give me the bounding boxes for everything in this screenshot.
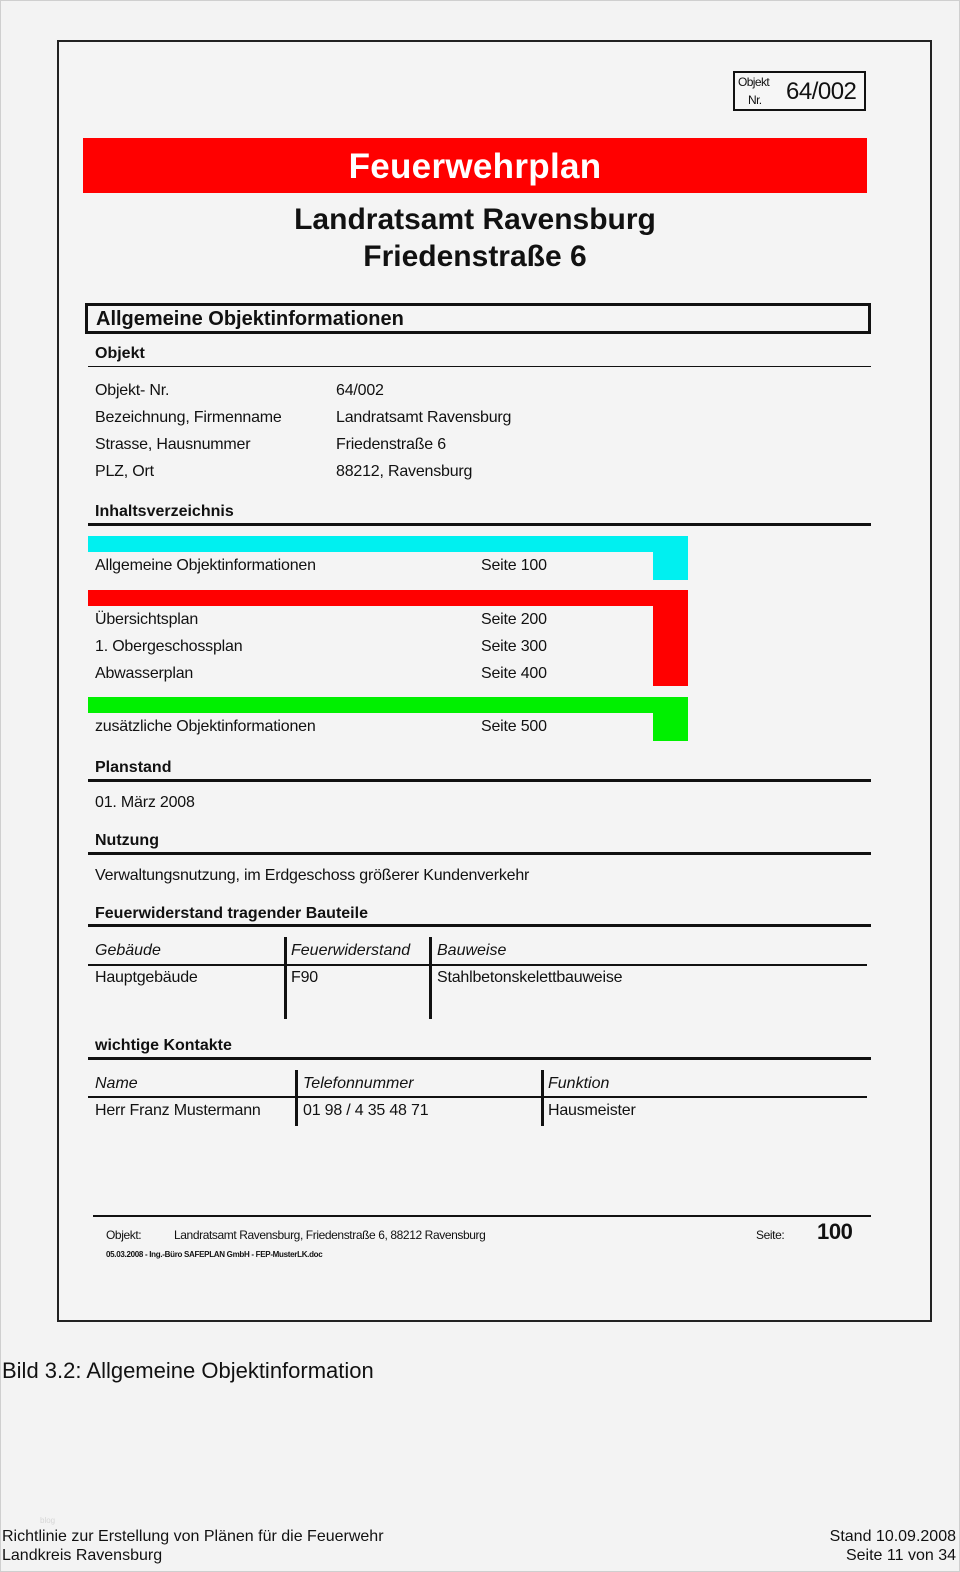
- footer-title: Richtlinie zur Erstellung von Plänen für die Feuerwehr: [2, 1528, 384, 1545]
- table-divider: [541, 1070, 544, 1126]
- table-header-telefon: Telefonnummer: [303, 1075, 414, 1092]
- footer-page-number: Seite 11 von 34: [845, 1547, 956, 1564]
- toc-item-label[interactable]: zusätzliche Objektinformationen: [95, 718, 316, 735]
- object-number-label: Objekt: [738, 75, 770, 89]
- nutzung-heading: Nutzung: [95, 832, 159, 849]
- toc-item-page[interactable]: Seite 100: [481, 557, 547, 574]
- objekt-value: 88212, Ravensburg: [336, 463, 473, 480]
- toc-item-label[interactable]: Abwasserplan: [95, 665, 194, 682]
- toc-item-label[interactable]: Übersichtsplan: [95, 611, 199, 628]
- section-title: Allgemeine Objektinformationen: [85, 303, 871, 334]
- footer-date: Stand 10.09.2008: [829, 1528, 956, 1545]
- objekt-label: Objekt- Nr.: [95, 382, 170, 399]
- objekt-rule: [88, 366, 871, 367]
- object-number-value: 64/002: [786, 78, 857, 105]
- table-cell: Hausmeister: [548, 1102, 636, 1119]
- sheet-footer-object-label: Objekt:: [106, 1228, 142, 1242]
- toc-rule: [88, 523, 871, 526]
- object-number-label-nr: Nr.: [748, 93, 762, 107]
- table-header-rule: [88, 964, 867, 966]
- planstand-value: 01. März 2008: [95, 794, 195, 811]
- kontakte-heading: wichtige Kontakte: [95, 1037, 232, 1054]
- feuerwiderstand-heading: Feuerwiderstand tragender Bauteile: [95, 905, 368, 922]
- figure-caption: Bild 3.2: Allgemeine Objektinformation: [2, 1358, 374, 1383]
- feuerwiderstand-rule: [88, 924, 871, 927]
- toc-heading: Inhaltsverzeichnis: [95, 503, 234, 520]
- sheet-footer-meta: 05.03.2008 - Ing.-Büro SAFEPLAN GmbH - FEP-MusterLK.doc: [106, 1250, 323, 1259]
- toc-group-bracket-green: [653, 697, 688, 741]
- sheet-footer-page-label: Seite:: [756, 1228, 785, 1242]
- building-name: Landratsamt Ravensburg: [294, 203, 656, 236]
- toc-item-page[interactable]: Seite 300: [481, 638, 547, 655]
- objekt-heading: Objekt: [95, 345, 145, 362]
- objekt-value: Landratsamt Ravensburg: [336, 409, 512, 426]
- table-cell: Stahlbetonskelettbauweise: [437, 969, 623, 986]
- table-cell: Hauptgebäude: [95, 969, 198, 986]
- sheet-footer-rule: [93, 1215, 871, 1217]
- objekt-value: Friedenstraße 6: [336, 436, 446, 453]
- toc-group-bar-red: [88, 590, 688, 606]
- objekt-value: 64/002: [336, 382, 384, 399]
- nutzung-value: Verwaltungsnutzung, im Erdgeschoss größerer Kundenverkehr: [95, 867, 530, 884]
- objekt-label: PLZ, Ort: [95, 463, 154, 480]
- planstand-heading: Planstand: [95, 759, 172, 776]
- table-cell: 01 98 / 4 35 48 71: [303, 1102, 429, 1119]
- watermark: blog: [40, 1516, 56, 1525]
- toc-item-page[interactable]: Seite 200: [481, 611, 547, 628]
- toc-item-label[interactable]: 1. Obergeschossplan: [95, 638, 243, 655]
- title-banner: Feuerwehrplan: [83, 138, 867, 193]
- table-cell: Herr Franz Mustermann: [95, 1102, 261, 1119]
- table-header-rule: [88, 1096, 867, 1098]
- sheet-footer-page-value: 100: [817, 1219, 853, 1244]
- toc-group-bar-cyan: [88, 536, 688, 552]
- toc-group-bracket-red: [653, 590, 688, 686]
- toc-item-page[interactable]: Seite 400: [481, 665, 547, 682]
- toc-group-bar-green: [88, 697, 688, 713]
- toc-group-bracket-cyan: [653, 536, 688, 580]
- table-header-feuerwiderstand: Feuerwiderstand: [291, 942, 411, 959]
- building-address: Friedenstraße 6: [363, 240, 587, 273]
- table-header-bauweise: Bauweise: [437, 942, 507, 959]
- table-header-gebaeude: Gebäude: [95, 942, 161, 959]
- table-header-funktion: Funktion: [548, 1075, 610, 1092]
- sheet-footer-object-value: Landratsamt Ravensburg, Friedenstraße 6, 88212 Ravensburg: [174, 1228, 486, 1242]
- objekt-label: Strasse, Hausnummer: [95, 436, 251, 453]
- table-cell: F90: [291, 969, 318, 986]
- footer-organization: Landkreis Ravensburg: [2, 1547, 163, 1564]
- table-divider: [284, 937, 287, 1019]
- planstand-rule: [88, 779, 871, 782]
- object-number-badge: [733, 71, 866, 111]
- toc-item-page[interactable]: Seite 500: [481, 718, 547, 735]
- table-header-name: Name: [95, 1075, 138, 1092]
- table-divider: [429, 937, 432, 1019]
- kontakte-rule: [88, 1057, 871, 1060]
- nutzung-rule: [88, 852, 871, 855]
- toc-item-label[interactable]: Allgemeine Objektinformationen: [95, 557, 316, 574]
- table-divider: [295, 1070, 298, 1126]
- objekt-label: Bezeichnung, Firmenname: [95, 409, 282, 426]
